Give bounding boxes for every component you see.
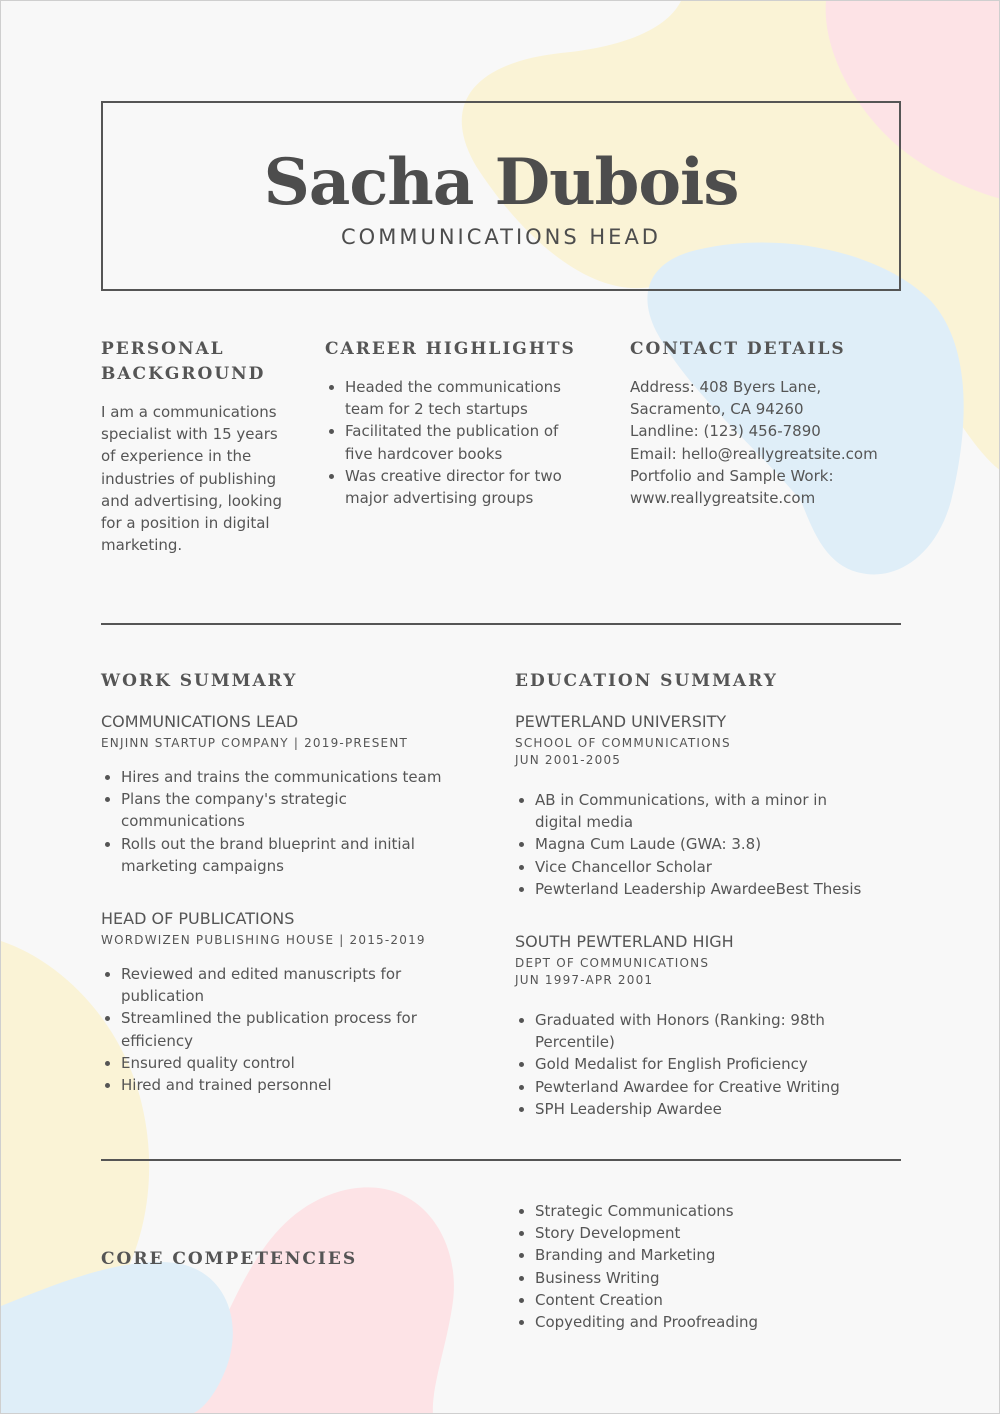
career-highlights-heading: CAREER HIGHLIGHTS xyxy=(325,339,576,359)
job-entry xyxy=(101,712,481,877)
contact-address: Address: 408 Byers Lane, Sacramento, CA 94260 xyxy=(630,378,822,419)
personal-background-text: I am a communications specialist with 15 years of experience in the industries of publishing and advertising, looking for a position in digital marketing. xyxy=(101,403,282,555)
list-item: Story Development xyxy=(515,1222,895,1244)
job-entry xyxy=(101,909,481,1096)
divider xyxy=(101,623,901,625)
school-entry xyxy=(515,712,901,900)
name-box xyxy=(101,101,901,291)
school-achievements-list xyxy=(515,789,901,900)
contact-email[interactable]: Email: hello@reallygreatsite.com xyxy=(630,444,878,463)
contact-landline: Landline: (123) 456-7890 xyxy=(630,422,821,441)
job-title: COMMUNICATIONS LEAD xyxy=(101,712,299,731)
divider xyxy=(101,1159,901,1161)
contact-details-section xyxy=(630,337,920,509)
list-item: AB in Communications, with a minor in digital media xyxy=(515,789,865,833)
list-item: Strategic Communications xyxy=(515,1200,895,1222)
list-item: Business Writing xyxy=(515,1267,895,1289)
career-highlights-list xyxy=(325,376,587,509)
list-item: Graduated with Honors (Ranking: 98th Percentile) xyxy=(515,1009,865,1053)
education-summary-heading: EDUCATION SUMMARY xyxy=(515,671,778,691)
school-name: SOUTH PEWTERLAND HIGH xyxy=(515,932,734,952)
list-item: SPH Leadership Awardee xyxy=(515,1098,860,1120)
list-item: Magna Cum Laude (GWA: 3.8) xyxy=(515,833,901,855)
personal-background-heading: PERSONAL BACKGROUND xyxy=(101,339,266,384)
work-summary-heading: WORK SUMMARY xyxy=(101,671,298,691)
school-entry xyxy=(515,932,901,1120)
school-name: PEWTERLAND UNIVERSITY xyxy=(515,712,727,731)
list-item: Reviewed and edited manuscripts for publication xyxy=(101,963,446,1007)
person-name: Sacha Dubois xyxy=(263,145,739,220)
school-department: DEPT OF COMMUNICATIONS xyxy=(515,956,710,971)
list-item: Was creative director for two major advertising groups xyxy=(325,465,587,509)
job-role: COMMUNICATIONS HEAD xyxy=(341,225,661,249)
career-highlights-section xyxy=(325,337,595,509)
list-item: Hires and trains the communications team xyxy=(101,766,471,788)
list-item: Plans the company's strategic communications xyxy=(101,788,371,832)
list-item: Pewterland Leadership AwardeeBest Thesis xyxy=(515,878,901,900)
school-dates: JUN 1997-APR 2001 xyxy=(515,973,654,988)
core-competencies-heading: CORE COMPETENCIES xyxy=(101,1249,358,1269)
school-achievements-list xyxy=(515,1009,860,1120)
job-duties-list xyxy=(101,766,471,877)
list-item: Copyediting and Proofreading xyxy=(515,1311,895,1333)
contact-details-heading: CONTACT DETAILS xyxy=(630,339,846,359)
job-company: ENJINN STARTUP COMPANY | 2019-PRESENT xyxy=(101,736,409,750)
list-item: Rolls out the brand blueprint and initial marketing campaigns xyxy=(101,833,451,877)
school-dates: JUN 2001-2005 xyxy=(515,753,622,767)
school-department: SCHOOL OF COMMUNICATIONS xyxy=(515,736,731,750)
list-item: Ensured quality control xyxy=(101,1052,446,1074)
list-item: Pewterland Awardee for Creative Writing xyxy=(515,1076,860,1098)
job-duties-list xyxy=(101,963,446,1096)
list-item: Vice Chancellor Scholar xyxy=(515,856,901,878)
list-item: Hired and trained personnel xyxy=(101,1074,446,1096)
portfolio-label: Portfolio and Sample Work: xyxy=(630,466,834,485)
personal-background-section xyxy=(101,337,301,556)
core-competencies-list xyxy=(515,1200,895,1333)
list-item: Content Creation xyxy=(515,1289,895,1311)
list-item: Facilitated the publication of five hardcover books xyxy=(325,420,587,464)
list-item: Headed the communications team for 2 tech startups xyxy=(325,376,587,420)
job-company: WORDWIZEN PUBLISHING HOUSE | 2015-2019 xyxy=(101,933,426,948)
work-summary-section xyxy=(101,669,481,1096)
list-item: Branding and Marketing xyxy=(515,1244,895,1266)
portfolio-link[interactable]: www.reallygreatsite.com xyxy=(630,489,816,508)
list-item: Gold Medalist for English Proficiency xyxy=(515,1053,860,1075)
list-item: Streamlined the publication process for efficiency xyxy=(101,1007,446,1051)
job-title: HEAD OF PUBLICATIONS xyxy=(101,909,295,929)
education-summary-section xyxy=(515,669,901,1120)
